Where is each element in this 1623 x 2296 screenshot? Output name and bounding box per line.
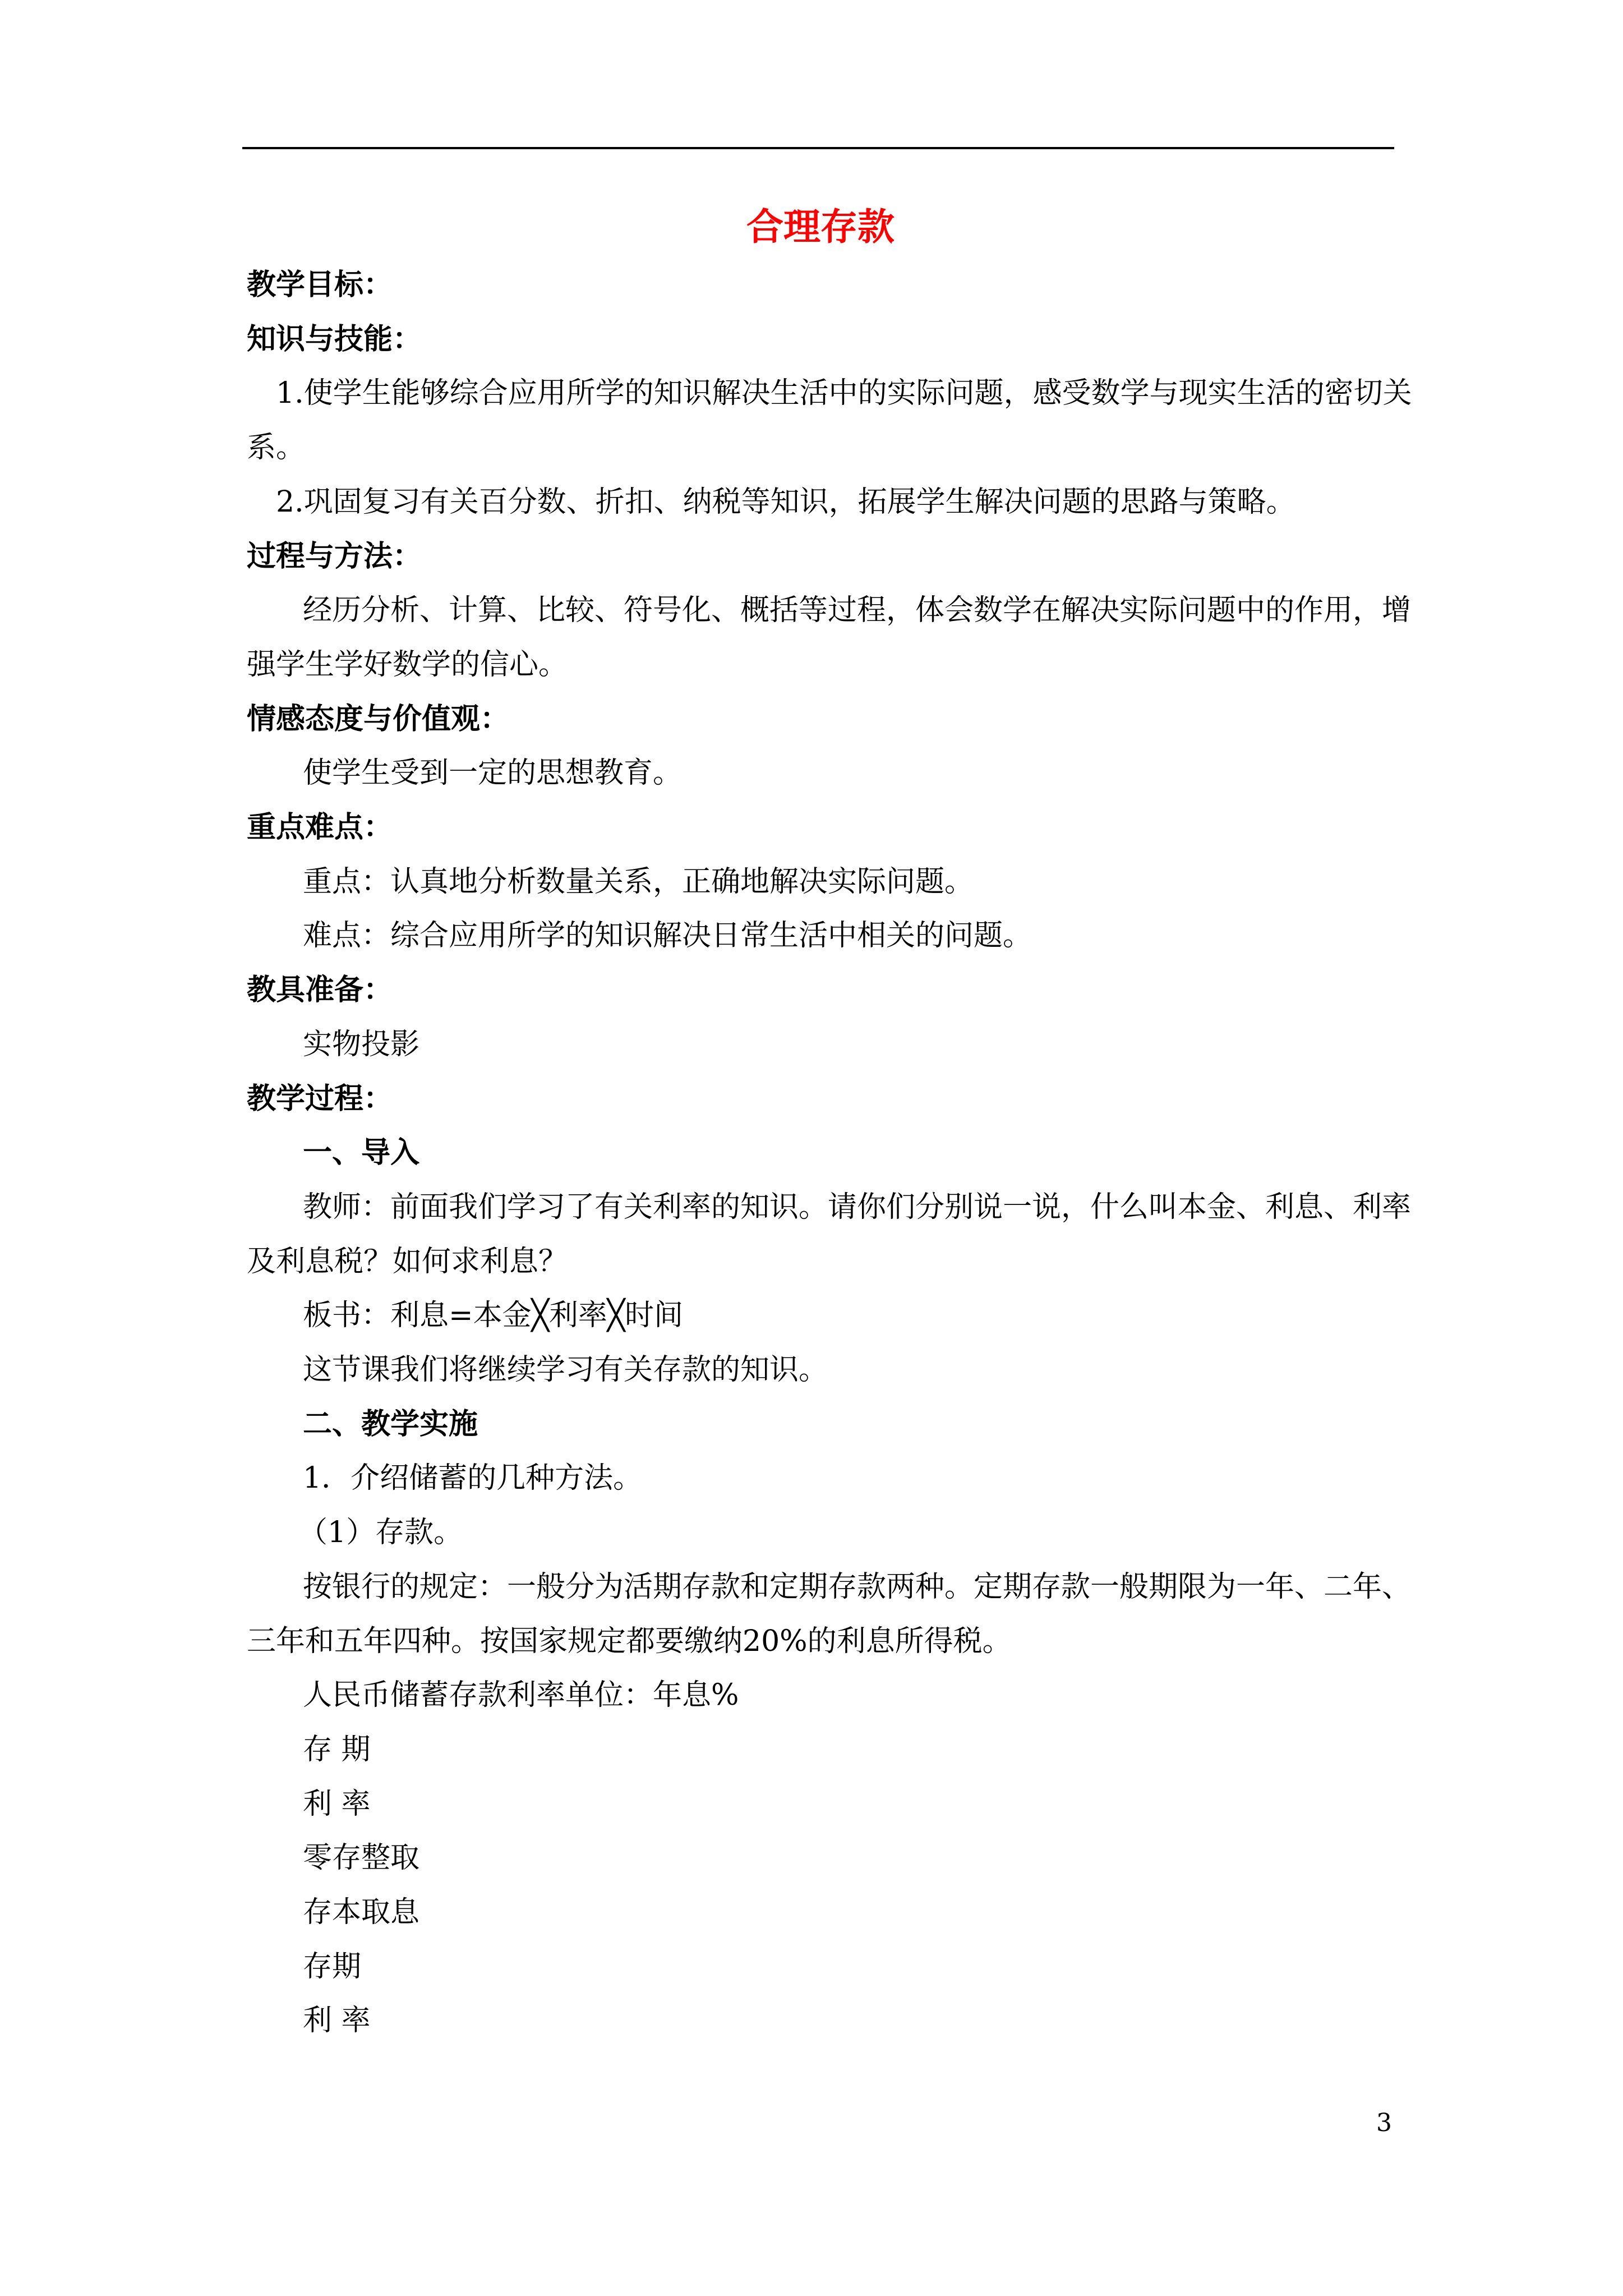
table-label: 存 期 — [303, 1733, 371, 1766]
paragraph-line: 按银行的规定：一般分为活期存款和定期存款两种。定期存款一般期限为一年、二年、 — [303, 1570, 1412, 1604]
paragraph-line: 教师：前面我们学习了有关利率的知识。请你们分别说一说，什么叫本金、利息、利率 — [303, 1190, 1412, 1224]
paragraph-line: 2.巩固复习有关百分数、折扣、纳税等知识，拓展学生解决问题的思路与策略。 — [276, 485, 1295, 519]
paragraph-line: 系。 — [247, 431, 306, 464]
document-title: 合理存款 — [746, 205, 895, 249]
header-rule — [242, 147, 1394, 149]
heading-teaching-process: 教学过程： — [247, 1082, 393, 1116]
paragraph-line: 1.使学生能够综合应用所学的知识解决生活中的实际问题，感受数学与现实生活的密切关 — [276, 376, 1412, 410]
table-label: 存本取息 — [303, 1895, 420, 1929]
heading-key-points: 重点难点： — [247, 810, 393, 844]
heading-knowledge-skills: 知识与技能： — [247, 322, 422, 356]
table-label: 零存整取 — [303, 1841, 420, 1875]
table-label: 存期 — [303, 1950, 362, 1984]
paragraph-line: 三年和五年四种。按国家规定都要缴纳20%的利息所得税。 — [247, 1625, 1012, 1658]
section-heading-implementation: 二、教学实施 — [303, 1407, 478, 1441]
paragraph-line: 实物投影 — [303, 1028, 420, 1061]
paragraph-line: 强学生学好数学的信心。 — [247, 648, 568, 682]
formula-line: 板书：利息=本金╳利率╳时间 — [303, 1299, 684, 1332]
heading-process-methods: 过程与方法： — [247, 539, 422, 573]
paragraph-line: 人民币储蓄存款利率单位：年息% — [303, 1678, 739, 1712]
table-label: 利 率 — [303, 2004, 371, 2037]
table-label: 利 率 — [303, 1787, 371, 1821]
section-heading-intro: 一、导入 — [303, 1135, 420, 1170]
paragraph-line: 1．介绍储蓄的几种方法。 — [303, 1461, 643, 1495]
paragraph-line: 及利息税？如何求利息？ — [247, 1245, 568, 1278]
paragraph-line: 难点：综合应用所学的知识解决日常生活中相关的问题。 — [303, 919, 1032, 953]
paragraph-line: 使学生受到一定的思想教育。 — [303, 756, 683, 790]
paragraph-line: 经历分析、计算、比较、符号化、概括等过程，体会数学在解决实际问题中的作用，增 — [303, 593, 1412, 627]
heading-attitudes-values: 情感态度与价值观： — [247, 702, 510, 736]
page-number: 3 — [1376, 2109, 1392, 2137]
paragraph-line: 重点：认真地分析数量关系，正确地解决实际问题。 — [303, 865, 974, 899]
heading-teaching-aids: 教具准备： — [247, 973, 393, 1007]
heading-teaching-goals: 教学目标： — [247, 268, 393, 302]
paragraph-line: 这节课我们将继续学习有关存款的知识。 — [303, 1353, 828, 1387]
paragraph-line: （1）存款。 — [298, 1516, 463, 1549]
